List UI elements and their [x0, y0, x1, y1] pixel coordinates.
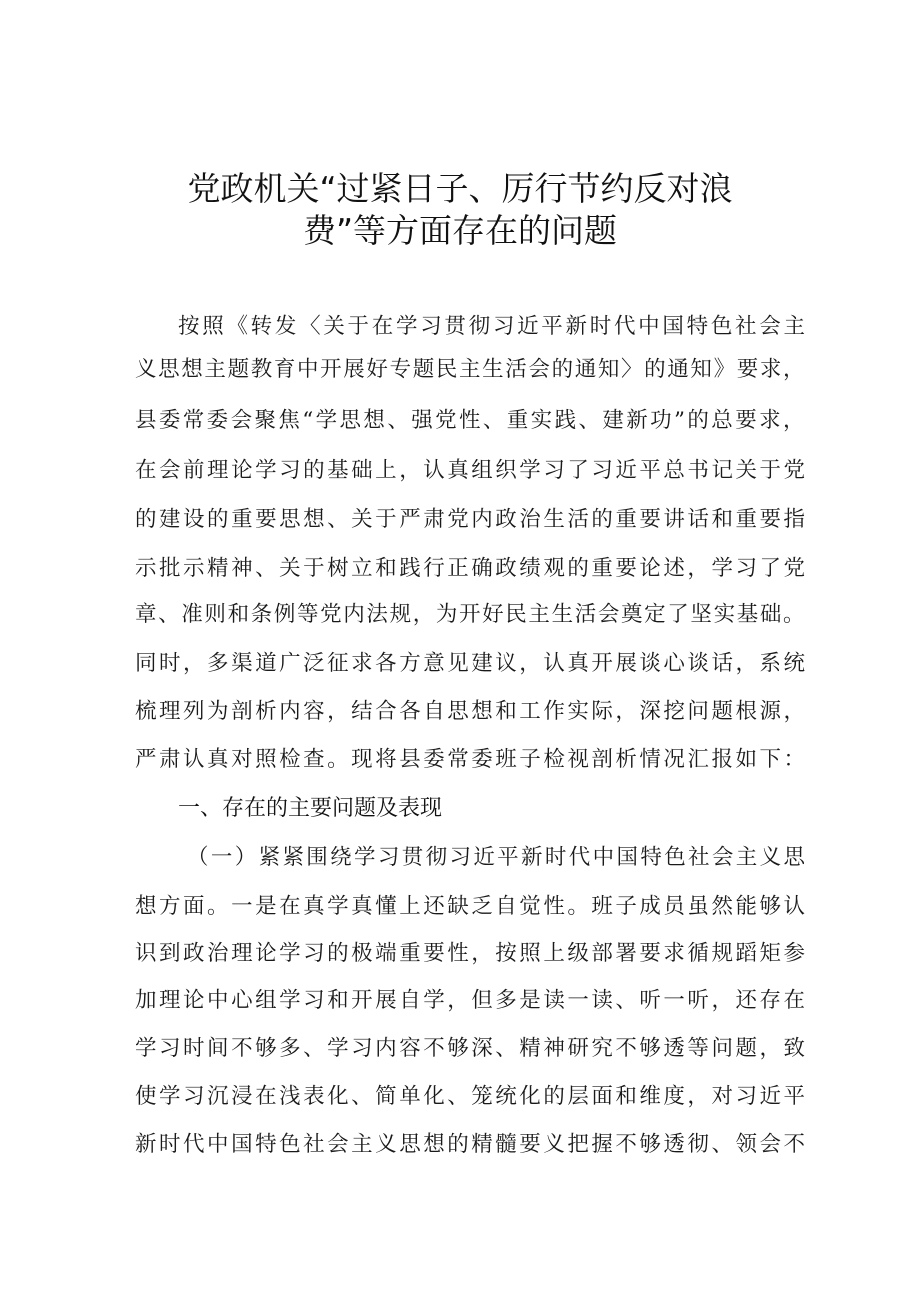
document-title-line-2 — [120, 210, 800, 252]
paragraph-line: 的建设的重要思想、关于严肃党内政治生活的重要讲话和重要指 — [135, 507, 808, 532]
paragraph-line: 义思想主题教育中开展好专题民主生活会的通知〉的通知》要求， — [135, 357, 807, 382]
paragraph-line: 县委常委会聚焦“学思想、强党性、重实践、建新功”的总要求， — [135, 408, 807, 433]
title-text: 党政机关“过紧日子、厉行节约反对浪 — [187, 169, 733, 208]
paragraph-line: 识到政治理论学习的极端重要性，按照上级部署要求循规蹈矩参 — [135, 941, 808, 966]
paragraph-line: 新时代中国特色社会主义思想的精髓要义把握不够透彻、领会不 — [135, 1132, 808, 1157]
paragraph-line: 按照《转发〈关于在学习贯彻习近平新时代中国特色社会主 — [178, 314, 808, 339]
paragraph-line: 想方面。一是在真学真懂上还缺乏自觉性。班子成员虽然能够认 — [135, 894, 808, 919]
paragraph-line: （一）紧紧围绕学习贯彻习近平新时代中国特色社会主义思 — [187, 845, 808, 870]
paragraph-line: 使学习沉浸在浅表化、简单化、笼统化的层面和维度，对习近平 — [135, 1084, 808, 1109]
paragraph-line: 章、准则和条例等党内法规，为开好民主生活会奠定了坚实基础。 — [135, 602, 807, 627]
paragraph-line: 严肃认真对照检查。现将县委常委班子检视剖析情况汇报如下： — [135, 747, 808, 772]
title-text: 费”等方面存在的问题 — [302, 211, 618, 250]
paragraph-line: 示批示精神、关于树立和践行正确政绩观的重要论述，学习了党 — [135, 556, 808, 581]
paragraph-line: 同时，多渠道广泛征求各方意见建议，认真开展谈心谈话，系统 — [135, 651, 808, 676]
document-title-line-1 — [120, 168, 800, 210]
paragraph-line: 加理论中心组学习和开展自学，但多是读一读、听一听，还存在 — [135, 988, 808, 1013]
paragraph-line: 学习时间不够多、学习内容不够深、精神研究不够透等问题，致 — [135, 1036, 808, 1061]
section-heading: 一、存在的主要问题及表现 — [178, 796, 443, 821]
paragraph-line: 梳理列为剖析内容，结合各自思想和工作实际，深挖问题根源， — [135, 699, 808, 724]
paragraph-line: 在会前理论学习的基础上，认真组织学习了习近平总书记关于党 — [135, 458, 808, 483]
